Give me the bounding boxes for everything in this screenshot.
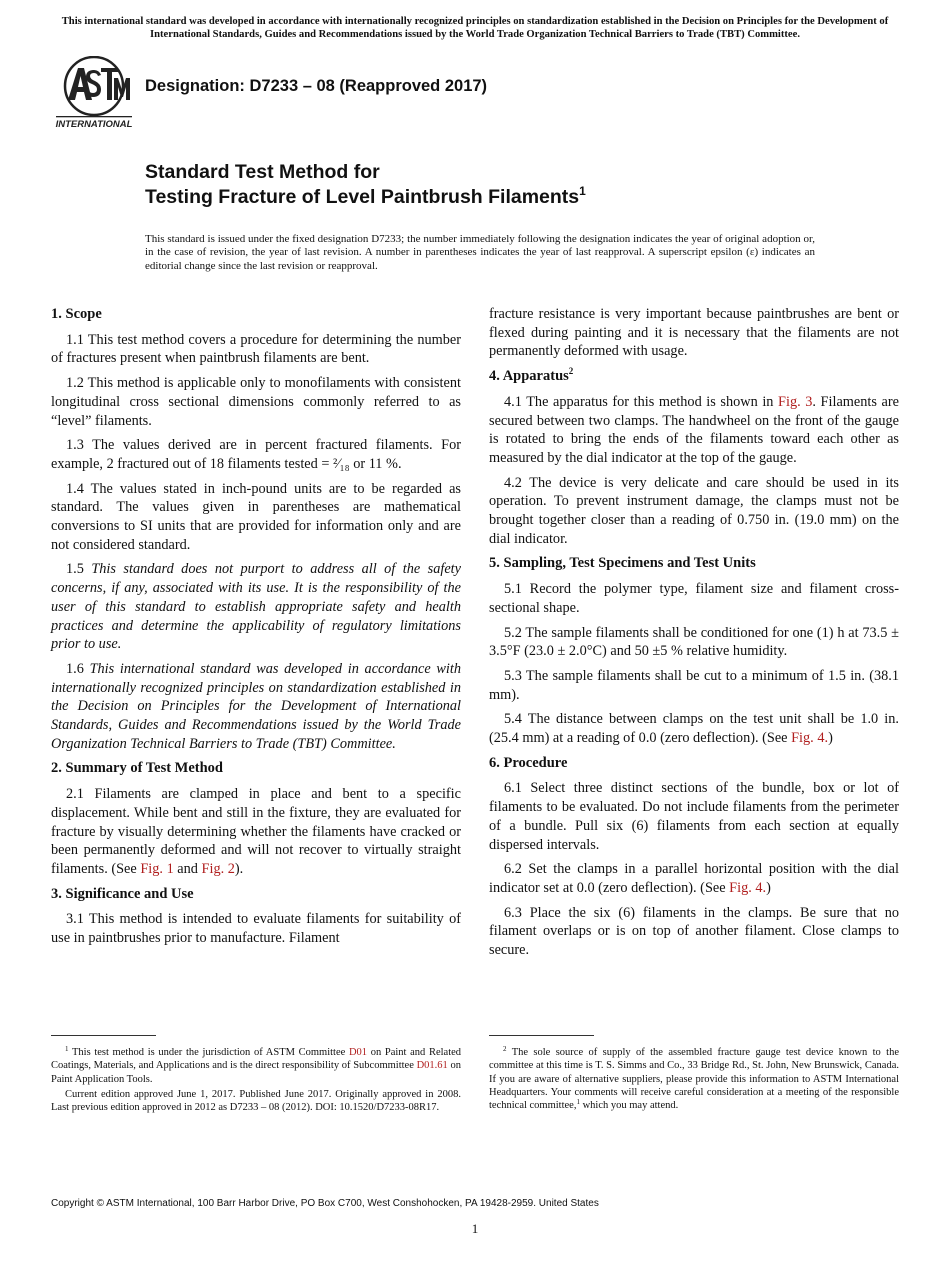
paragraph-4-2: 4.2 The device is very delicate and care should be used in its operation. To prevent instrument damage, the clamps must not be brought together closer than a reading of 0.750 in. (19.0 mm) on the dial indicator. [489, 474, 899, 547]
section-2-heading: 2. Summary of Test Method [51, 760, 223, 777]
paragraph-1-2: 1.2 This method is applicable only to monofilaments with consistent longitudinal cross sectional dimensions commonly referred to as “level” filaments. [51, 375, 461, 429]
designation: Designation: D7233 – 08 (Reapproved 2017) [145, 77, 488, 95]
paragraph-5-1: 5.1 Record the polymer type, filament size and filament cross-sectional shape. [489, 581, 899, 616]
paragraph-1-5-text: This standard does not purport to address all of the safety concerns, if any, associated with its use. It is the responsibility of the user of this standard to establish appropriate safety and health practices and determine the applicability of regulatory limitations prior to use. [51, 561, 461, 653]
paragraph-5-4-end: ) [828, 730, 833, 747]
footnote-2-text [489, 1046, 899, 1112]
astm-logo-icon [54, 56, 134, 132]
committee-d01-link[interactable]: D01 [348, 1047, 368, 1058]
footnote-2-sup: 1 [576, 1098, 580, 1107]
paragraph-2-1-end: ). [234, 860, 244, 877]
fig-1-link[interactable]: Fig. 1 [140, 860, 174, 877]
top-notice: This international standard was developed in accordance with internationally recognized principles on standardization established in the Decision on Principles for the Development of International Standards, Guides and Recommendations issued by the World Trade Organization Technical Barriers to Trade (TBT) Committee. [61, 16, 889, 40]
fig-2-link[interactable]: Fig. 2 [201, 860, 235, 877]
footnote-1 [51, 1046, 461, 1116]
footnote-1-mark: 1 [65, 1045, 69, 1053]
paragraph-1-3: 1.3 The values derived are in percent fractured filaments. For example, 2 fractured out of 18 filaments tested = ²⁄₁₈ or 11 %. [51, 437, 461, 472]
title-line-1: Standard Test Method for [145, 161, 380, 183]
section-3-heading: 3. Significance and Use [51, 885, 194, 902]
paragraph-1-6-number: 1.6 [66, 660, 84, 677]
footnote-2-part-a: The sole source of supply of the assembled fracture gauge test device known to the committee at this time is T. S. Simms and Co., 33 Bridge Rd., St. John, New Brunswick, Canada. If you are aware of alternative suppliers, please provide this information to ASTM International Headquarters. Your comments will receive careful consideration at a meeting of the responsible technical committee, [489, 1047, 899, 1112]
paragraph-6-1: 6.1 Select three distinct sections of the bundle, box or lot of filaments to be evaluated. Do not include filaments from the perimeter of a bundle. Pull six (6) filaments from each section at equally dispersed intervals. [489, 780, 899, 853]
paragraph-2-1-and: and [177, 860, 198, 877]
paragraph-5-4 [489, 710, 899, 747]
footnote-1-part-b: on Paint and Related Coatings, Materials, and Applications and is the direct responsibility of Subcommittee [51, 1047, 462, 1072]
paragraph-1-5-number: 1.5 [66, 561, 84, 578]
paragraph-6-2-end: ) [766, 879, 771, 896]
fig-4-link[interactable]: Fig. 4. [791, 730, 829, 747]
paragraph-1-6 [51, 660, 461, 754]
paragraph-5-2: 5.2 The sample filaments shall be conditioned for one (1) h at 73.5 ± 3.5°F (23.0 ± 2.0°C) and 50 ±5 % relative humidity. [489, 624, 899, 660]
paragraph-2-1 [51, 785, 461, 879]
footnote-1-part-c: on Paint Application Tools. [51, 1060, 462, 1085]
footnote-rule-right [489, 1035, 594, 1036]
title-footnote-mark: 1 [579, 184, 586, 198]
paragraph-4-1-rest: . Filaments are secured between two clamps. The handwheel on the front of the gauge is rotated to bring the ends of the filaments toward each other as measured by the dial indicator at the top of the gauge. [489, 393, 899, 466]
title-line-2 [145, 185, 586, 210]
footnote-1-edition: Current edition approved June 1, 2017. Published June 2017. Originally approved in 2008. Last previous edition approved in 2012 as D7233 – 08 (2012). DOI: 10.1520/D7233-08R17. [51, 1088, 461, 1114]
footnote-2 [489, 1046, 899, 1114]
right-column [489, 305, 899, 966]
paragraph-6-2 [489, 860, 899, 897]
section-1-heading: 1. Scope [51, 306, 102, 322]
paragraph-4-1 [489, 393, 899, 468]
logo-text: INTERNATIONAL [55, 119, 133, 130]
title-line-2-text: Testing Fracture of Level Paintbrush Filaments [145, 186, 580, 208]
paragraph-4-1-text: 4.1 The apparatus for this method is shown in [504, 393, 774, 410]
paragraph-1-6-text: This international standard was developed in accordance with internationally recognized principles on standardization established in the Decision on Principles for the Development of International Standards, Guides and Recommendations issued by the World Trade Organization Technical Barriers to Trade (TBT) Committee. [51, 660, 462, 752]
fig-3-link[interactable]: Fig. 3 [778, 393, 813, 410]
left-column [51, 305, 461, 954]
paragraph-1-4: 1.4 The values stated in inch-pound units are to be regarded as standard. The values given in parentheses are mathematical conversions to SI units that are provided for information only and are not considered standard. [51, 480, 461, 553]
section-4-footnote-mark: 2 [568, 366, 574, 377]
document-title [145, 160, 586, 210]
section-5-heading: 5. Sampling, Test Specimens and Test Units [489, 555, 756, 572]
paragraph-6-3: 6.3 Place the six (6) filaments in the clamps. Be sure that no filament overlaps or is on top of another filament. Close clamps to secure. [489, 904, 899, 959]
section-4-heading-text: 4. Apparatus [489, 368, 569, 385]
paragraph-1-5 [51, 560, 461, 654]
footnote-2-mark: 2 [503, 1045, 507, 1053]
footnote-2-part-b: which you may attend. [582, 1100, 679, 1112]
paragraph-5-4-text: 5.4 The distance between clamps on the test unit shall be 1.0 in. (25.4 mm) at a reading of 0.0 (zero deflection). (See [489, 711, 899, 747]
paragraph-3-1: 3.1 This method is intended to evaluate filaments for suitability of use in paintbrushes prior to manufacture. Filament [51, 911, 461, 947]
section-6-heading: 6. Procedure [489, 754, 568, 771]
section-4-heading [489, 367, 899, 386]
paragraph-6-2-text: 6.2 Set the clamps in a parallel horizontal position with the dial indicator set at 0.0 (zero deflection). (See [489, 861, 899, 896]
subcommittee-d01-61-link[interactable]: D01.61 [416, 1060, 448, 1072]
footnote-1-text [51, 1046, 461, 1086]
paragraph-5-3: 5.3 The sample filaments shall be cut to a minimum of 1.5 in. (38.1 mm). [489, 667, 899, 703]
issuance-note: This standard is issued under the fixed designation D7233; the number immediately following the designation indicates the year of original adoption or, in the case of revision, the year of last revision. A number in parentheses indicates the year of last reapproval. A superscript epsilon (ε) indicates an editorial change since the last revision or reapproval. [145, 233, 815, 272]
footnote-rule-left [51, 1035, 156, 1036]
fig-4-link-2[interactable]: Fig. 4. [729, 879, 767, 896]
footnote-1-part-a: This test method is under the jurisdiction of ASTM Committee [71, 1047, 346, 1058]
paragraph-3-1-continued: fracture resistance is very important because paintbrushes are bent or flexed during painting and it is necessary that the filaments are not permanently deformed with usage. [489, 306, 899, 360]
paragraph-2-1-text: 2.1 Filaments are clamped in place and bent to a specific displacement. While bent and still in the fixture, they are evaluated for fracture by visually determining whether the filaments have cracked or been permanently deformed and will not recover to virtually straight filaments. (See [51, 786, 461, 877]
copyright: Copyright © ASTM International, 100 Barr Harbor Drive, PO Box C700, West Conshohocken, PA 19428-2959. United States [51, 1198, 599, 1209]
paragraph-1-1: 1.1 This test method covers a procedure for determining the number of fractures present when paintbrush filaments are bent. [51, 331, 461, 367]
page-number: 1 [471, 1221, 479, 1236]
